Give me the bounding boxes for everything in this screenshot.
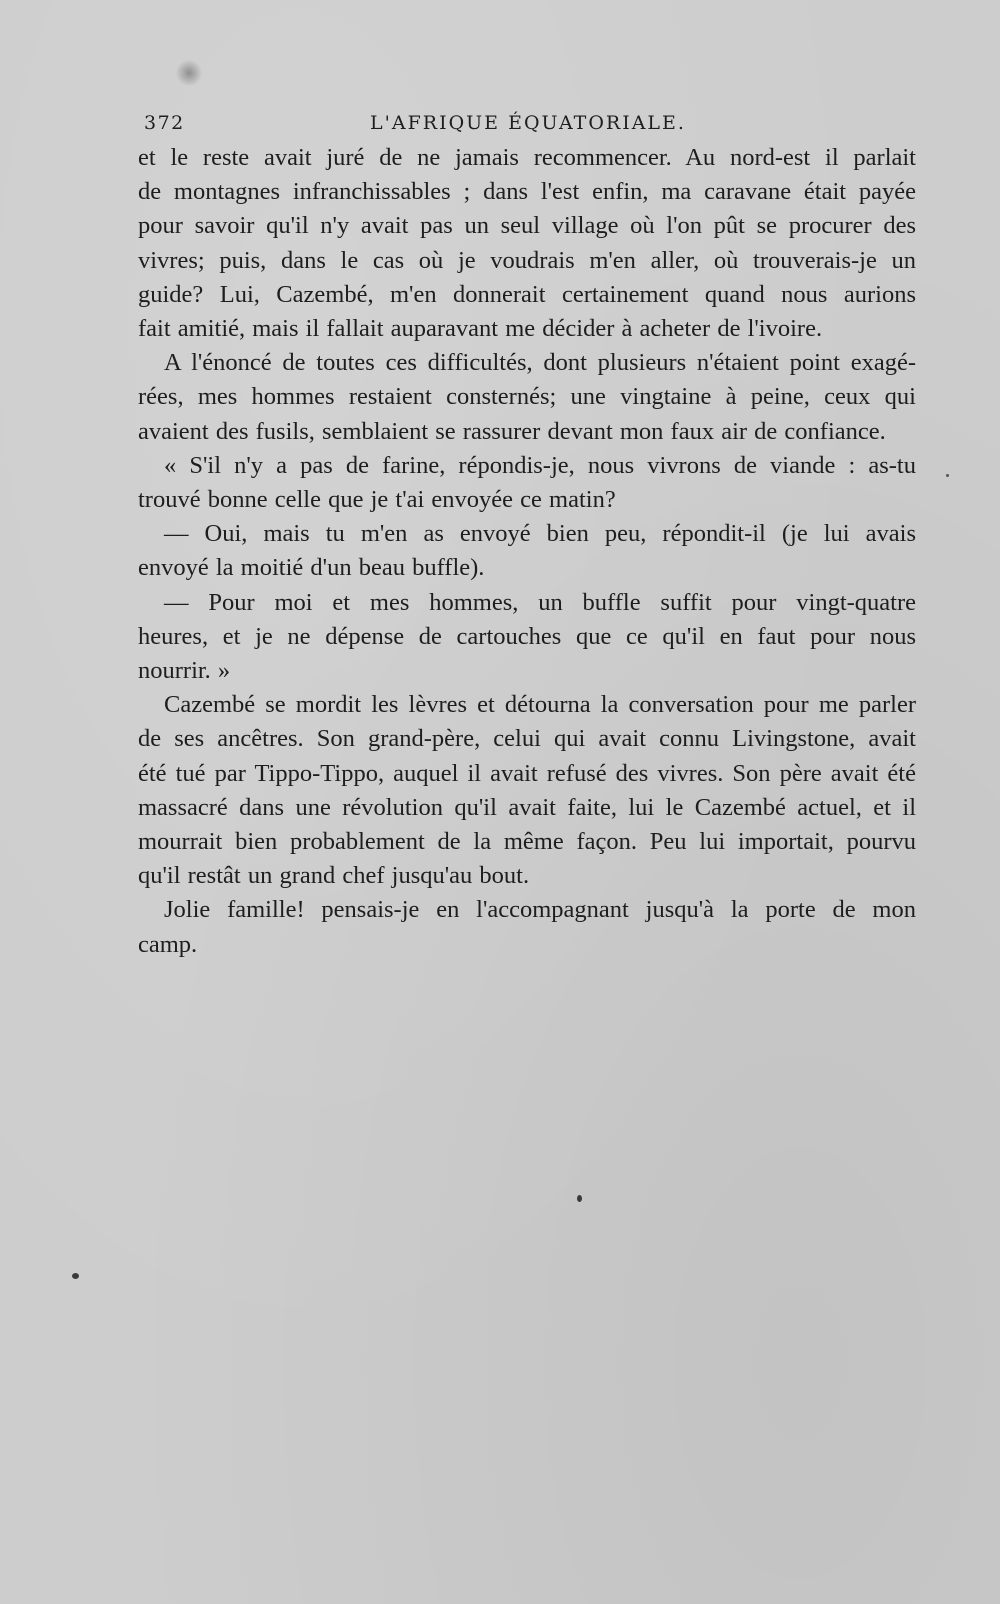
- text-line: de ses ancêtres. Son grand-père, celui qui avait connu Livingstone, avait: [138, 725, 916, 753]
- text-line: qu'il restât un grand chef jusqu'au bout.: [138, 862, 530, 890]
- text-line: vivres; puis, dans le cas où je voudrais m'en aller, où trouverais-je un: [138, 246, 916, 274]
- text-line: — Oui, mais tu m'en as envoyé bien peu, répondit-il (je lui avais: [164, 520, 916, 548]
- text-line: pour savoir qu'il n'y avait pas un seul village où l'on pût se procurer des: [138, 212, 916, 240]
- text-line: fait amitié, mais il fallait auparavant me décider à acheter de l'ivoire.: [138, 315, 823, 343]
- running-title: L'AFRIQUE ÉQUATORIALE.: [370, 112, 686, 134]
- text-line: et le reste avait juré de ne jamais recommencer. Au nord-est il parlait: [138, 144, 916, 171]
- ink-speck: [577, 1195, 582, 1202]
- body-text: [138, 141, 916, 962]
- text-line: de montagnes infranchissables ; dans l'est enfin, ma caravane était payée: [138, 178, 916, 206]
- running-head: [144, 112, 912, 140]
- text-line: Jolie famille! pensais-je en l'accompagnant jusqu'à la porte de mon: [164, 896, 916, 924]
- text-line: mourrait bien probablement de la même façon. Peu lui importait, pourvu: [138, 828, 916, 856]
- text-line: guide? Lui, Cazembé, m'en donnerait certainement quand nous aurions: [138, 280, 916, 308]
- text-line: A l'énoncé de toutes ces difficultés, dont plusieurs n'étaient point exagé-: [164, 349, 916, 377]
- text-line: — Pour moi et mes hommes, un buffle suffit pour vingt-quatre: [164, 588, 916, 616]
- text-line: envoyé la moitié d'un beau buffle).: [138, 554, 485, 582]
- ink-speck: [946, 474, 949, 477]
- text-line: heures, et je ne dépense de cartouches que ce qu'il en faut pour nous: [138, 622, 916, 650]
- text-line: camp.: [138, 930, 198, 958]
- ink-speck: [72, 1273, 79, 1279]
- text-line: nourrir. »: [138, 657, 231, 685]
- page-number: 372: [144, 112, 185, 134]
- text-line: rées, mes hommes restaient consternés; une vingtaine à peine, ceux qui: [138, 383, 916, 411]
- text-line: été tué par Tippo-Tippo, auquel il avait refusé des vivres. Son père avait été: [138, 759, 916, 787]
- ink-blot: [175, 60, 203, 86]
- text-line: « S'il n'y a pas de farine, répondis-je, nous vivrons de viande : as-tu: [164, 451, 916, 479]
- text-line: trouvé bonne celle que je t'ai envoyée ce matin?: [138, 486, 616, 514]
- text-line: massacré dans une révolution qu'il avait faite, lui le Cazembé actuel, et il: [138, 793, 916, 821]
- text-line: Cazembé se mordit les lèvres et détourna la conversation pour me parler: [164, 691, 916, 719]
- text-line: avaient des fusils, semblaient se rassurer devant mon faux air de confiance.: [138, 417, 886, 445]
